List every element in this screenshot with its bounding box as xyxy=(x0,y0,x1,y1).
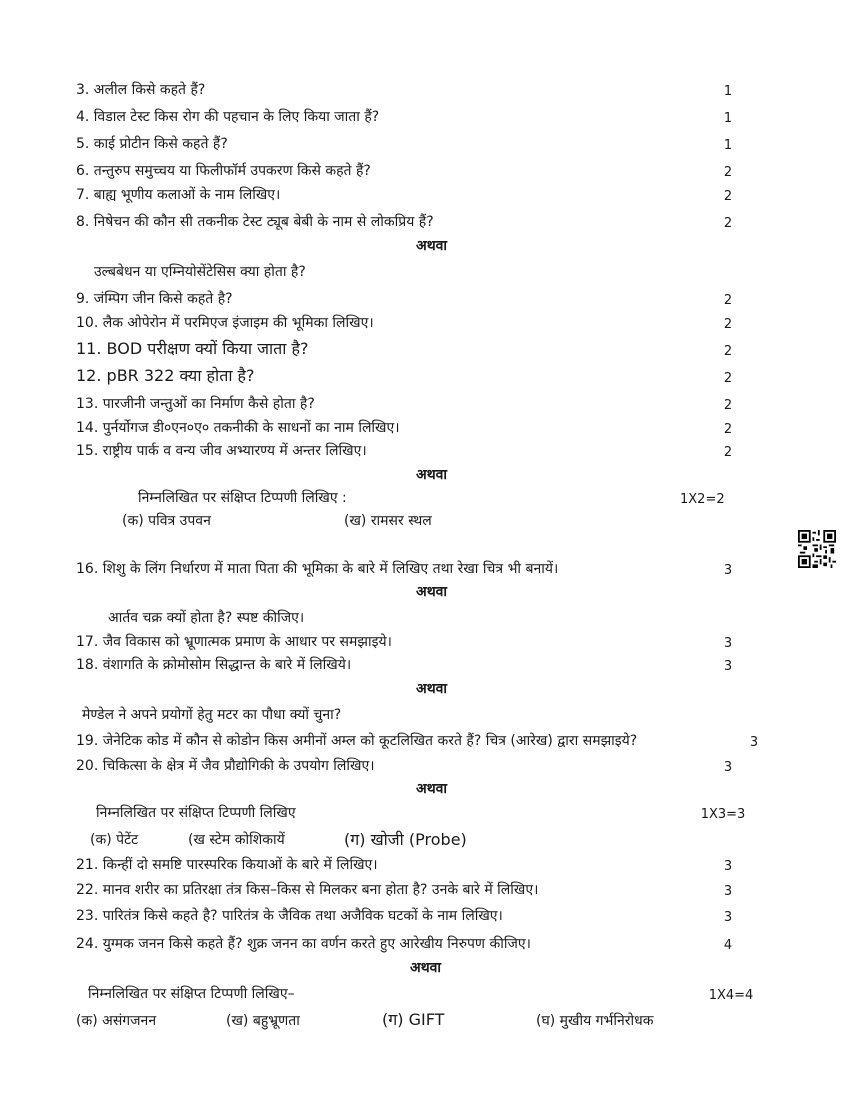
marks-q23: 3 xyxy=(723,910,733,925)
option-20-b: (ख स्टेम कोशिकायें xyxy=(188,832,285,848)
marks-short-note-24: 1X4=4 xyxy=(708,988,754,1003)
marks-q14: 2 xyxy=(723,422,733,437)
marks-q16: 3 xyxy=(723,563,733,578)
short-note-instruction-24: निम्नलिखित पर संक्षिप्त टिप्पणी लिखिए– xyxy=(88,986,295,1002)
or-label: अथवा xyxy=(416,681,448,697)
question-11: 11. BOD परीक्षण क्यों किया जाता है? xyxy=(76,339,309,358)
or-label: अथवा xyxy=(416,467,448,483)
question-6: 6. तन्तुरुप समुच्चय या फिलीफॉर्म उपकरण किसे कहते हैं? xyxy=(76,163,371,179)
marks-q13: 2 xyxy=(723,398,733,413)
question-5: 5. काई प्रोटीन किसे कहते हैं? xyxy=(76,136,228,152)
or-label: अथवा xyxy=(416,584,448,600)
option-24-a: (क) असंगजनन xyxy=(76,1013,157,1029)
marks-short-note-15: 1X2=2 xyxy=(680,492,725,507)
question-18-alt: मेण्डेल ने अपने प्रयोगों हेतु मटर का पौधा क्यों चुना? xyxy=(82,707,342,723)
question-12: 12. pBR 322 क्या होता है? xyxy=(76,366,255,385)
question-19: 19. जेनेटिक कोड में कौन से कोडोन किस अमीनों अम्ल को कूटलिखित करते हैं? चित्र (आरेख) द्वारा समझाइये? xyxy=(76,733,638,749)
question-16: 16. शिशु के लिंग निर्धारण में माता पिता की भूमिका के बारे में लिखिए तथा रेखा चित्र भी बनायें। xyxy=(76,561,559,577)
question-17: 17. जैव विकास को भ्रूणात्मक प्रमाण के आधार पर समझाइये। xyxy=(76,634,392,650)
question-18: 18. वंशागति के क्रोमोसोम सिद्धान्त के बारे में लिखिये। xyxy=(76,657,352,673)
option-24-c: (ग) GIFT xyxy=(382,1010,445,1029)
marks-q3: 1 xyxy=(723,84,733,99)
marks-q9: 2 xyxy=(723,293,733,308)
marks-q4: 1 xyxy=(723,111,733,126)
option-20-c: (ग) खोजी (Probe) xyxy=(344,830,467,849)
option-15-b: (ख) रामसर स्थल xyxy=(344,513,432,529)
marks-q7: 2 xyxy=(723,189,733,204)
question-22: 22. मानव शरीर का प्रतिरक्षा तंत्र किस–किस से मिलकर बना होता है? उनके बारे में लिखिए। xyxy=(76,882,539,898)
question-4: 4. विडाल टेस्ट किस रोग की पहचान के लिए किया जाता हैं? xyxy=(76,109,380,125)
question-7: 7. बाह्य भूणीय कलाओं के नाम लिखिए। xyxy=(76,187,281,203)
option-24-d: (घ) मुखीय गर्भनिरोधक xyxy=(536,1013,654,1029)
marks-q15: 2 xyxy=(723,445,733,460)
marks-q8: 2 xyxy=(723,216,733,231)
marks-q19: 3 xyxy=(749,735,759,750)
marks-q20: 3 xyxy=(723,760,733,775)
question-13: 13. पारजीनी जन्तुओं का निर्माण कैसे होता है? xyxy=(76,396,315,412)
question-23: 23. पारितंत्र किसे कहते है? पारितंत्र के जैविक तथा अजैविक घटकों के नाम लिखिए। xyxy=(76,908,503,924)
marks-q17: 3 xyxy=(723,636,733,651)
option-24-b: (ख) बहुभ्रूणता xyxy=(226,1013,300,1029)
question-24: 24. युग्मक जनन किसे कहते हैं? शुक्र जनन का वर्णन करते हुए आरेखीय निरुपण कीजिए। xyxy=(76,936,531,952)
marks-q5: 1 xyxy=(723,138,733,153)
marks-q12: 2 xyxy=(723,371,733,386)
or-label: अथवा xyxy=(416,781,448,797)
marks-q24: 4 xyxy=(723,938,733,953)
or-label: अथवा xyxy=(416,238,448,254)
question-3: 3. अलील किसे कहते हैं? xyxy=(76,82,206,98)
question-8: 8. निषेचन की कौन सी तकनीक टेस्ट ट्यूब बेबी के नाम से लोकप्रिय हैं? xyxy=(76,214,434,230)
option-15-a: (क) पवित्र उपवन xyxy=(122,513,211,529)
question-15: 15. राष्ट्रीय पार्क व वन्य जीव अभ्यारण्य में अन्तर लिखिए। xyxy=(76,443,367,459)
question-21: 21. किन्हीं दो समष्टि पारस्परिक कियाओं के बारे में लिखिए। xyxy=(76,857,378,873)
marks-q21: 3 xyxy=(723,859,733,874)
marks-q11: 2 xyxy=(723,344,733,359)
marks-short-note-20: 1X3=3 xyxy=(700,807,746,822)
or-label: अथवा xyxy=(410,960,442,976)
question-14: 14. पुर्नर्योगज डी०एन०ए० तकनीकी के साधनों का नाम लिखिए। xyxy=(76,420,400,436)
question-16-alt: आर्तव चक्र क्यों होता है? स्पष्ट कीजिए। xyxy=(108,610,305,626)
question-8-alt: उल्बबेधन या एम्नियोसेंटेसिस क्या होता है? xyxy=(94,264,306,280)
marks-q10: 2 xyxy=(723,317,733,332)
short-note-instruction-15: निम्नलिखित पर संक्षिप्त टिप्पणी लिखिए : xyxy=(138,490,347,506)
question-9: 9. जंम्पिग जीन किसे कहते है? xyxy=(76,291,233,307)
marks-q18: 3 xyxy=(723,659,733,674)
short-note-instruction-20: निम्नलिखित पर संक्षिप्त टिप्पणी लिखिए xyxy=(96,805,296,821)
option-20-a: (क) पेटेंट xyxy=(90,832,139,848)
marks-q6: 2 xyxy=(723,165,733,180)
marks-q22: 3 xyxy=(723,884,733,899)
qr-code-icon xyxy=(798,530,836,568)
question-20: 20. चिकित्सा के क्षेत्र में जैव प्रौद्योगिकी के उपयोग लिखिए। xyxy=(76,758,375,774)
question-10: 10. लैक ओपेरोन में परमिएज इंजाइम की भूमिका लिखिए। xyxy=(76,315,374,331)
